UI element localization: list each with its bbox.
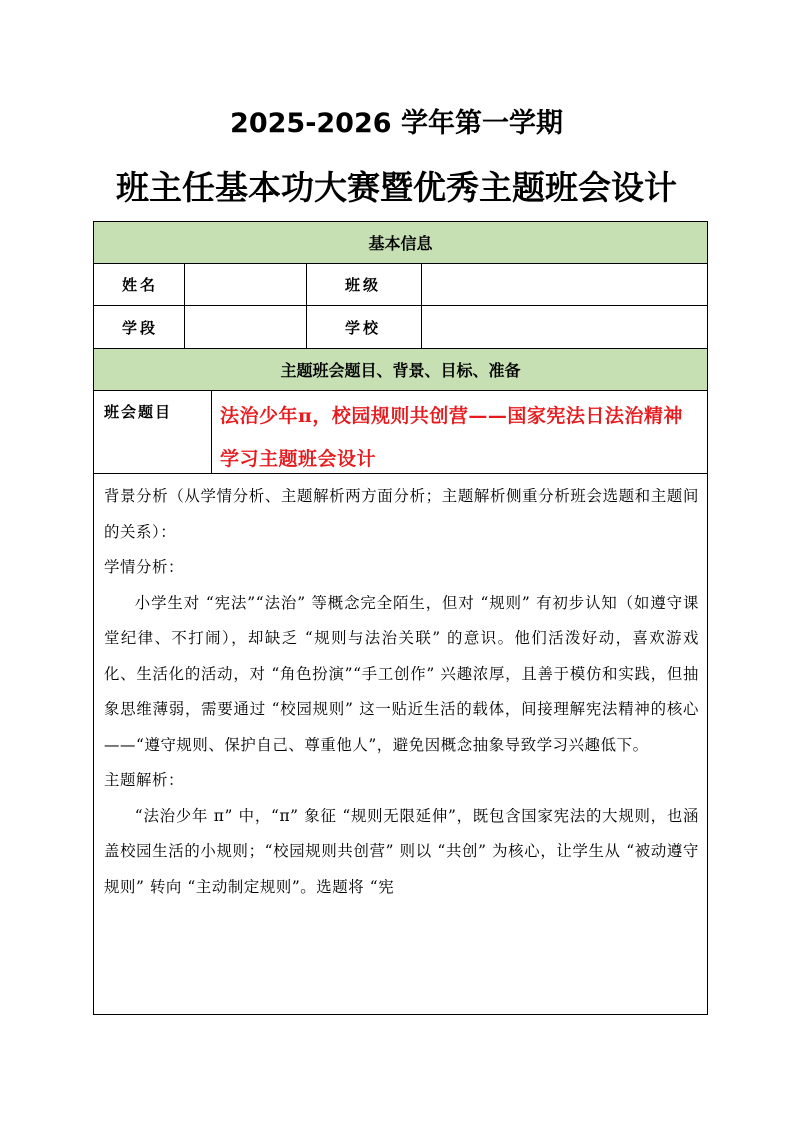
info-row-stage-school [94,306,707,349]
info-row-name-class [94,264,707,306]
document-title-line1: 2025-2026 学年第一学期 [230,108,563,139]
student-analysis-text: 小学生对 “宪法”“法治” 等概念完全陌生，但对 “规则” 有初步认知（如遵守课堂纪律、不打闹），却缺乏 “规则与法治关联” 的意识。他们活泼好动，喜欢游戏化、生活化的活动，对 “角色扮演”“手工创作” 兴趣浓厚，且善于模仿和实践，但抽象思维薄弱，需要通过 “校园规则” 这一贴近生活的载体，间接理解宪法精神的核心 ——“遵守规则、保护自己、尊重他人”，避免因概念抽象导致学习兴趣低下。 [104,593,699,754]
topic-value: 法治少年π，校园规则共创营——国家宪法日法治精神学习主题班会设计 [220,405,683,470]
stage-label: 学段 [94,306,185,348]
topic-label: 班会题目 [94,391,212,473]
topic-row [94,391,707,474]
basic-info-section-header [94,222,707,264]
name-field[interactable] [185,264,307,305]
theme-analysis-heading: 主题解析： [104,771,184,789]
school-field[interactable] [422,306,707,348]
class-label: 班级 [307,264,422,305]
background-heading: 背景分析（从学情分析、主题解析两方面分析；主题解析侧重分析班会选题和主题间的关系）： [104,487,699,541]
name-label: 姓名 [94,264,185,305]
design-form-table [93,221,708,1015]
school-label: 学校 [307,306,422,348]
class-field[interactable] [422,264,707,305]
stage-field[interactable] [185,306,307,348]
background-analysis-section [94,474,707,905]
topic-section-title: 主题班会题目、背景、目标、准备 [280,361,521,380]
basic-info-section-title: 基本信息 [368,234,433,253]
student-analysis-heading: 学情分析： [104,558,184,576]
document-title-line2: 班主任基本功大赛暨优秀主题班会设计 [116,168,677,207]
theme-analysis-text: “法治少年 π” 中，“π” 象征 “规则无限延伸”，既包含国家宪法的大规则，也涵盖校园生活的小规则；“校园规则共创营” 则以 “共创” 为核心，让学生从 “被动遵守规则” 转向 “主动制定规则”。选题将 “宪 [104,806,699,896]
topic-section-header [94,349,707,391]
